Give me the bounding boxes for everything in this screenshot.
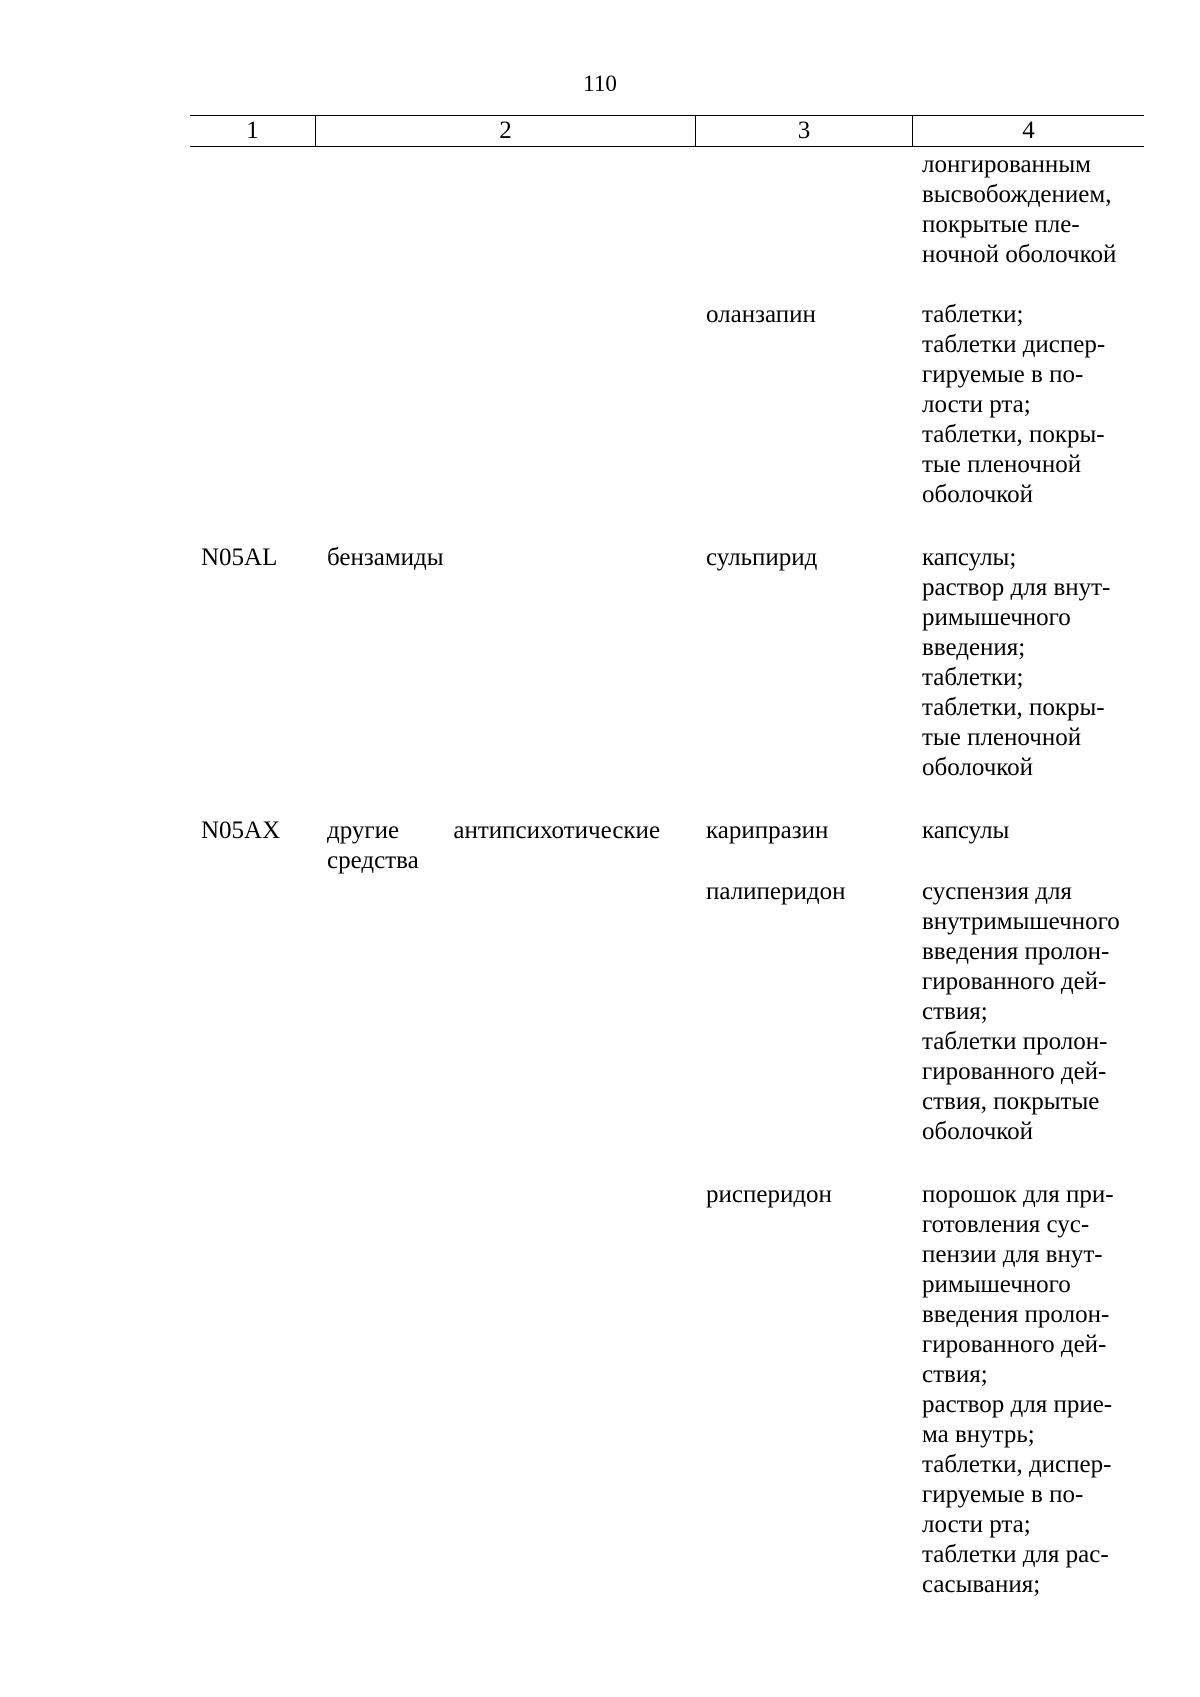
group-name-line: другие антипсихотические — [327, 817, 661, 844]
form-line: капсулы — [922, 817, 1010, 844]
form-line: суспензия для — [922, 878, 1072, 905]
form-line: высвобождением, — [922, 181, 1112, 208]
form-line: ствия; — [922, 998, 988, 1025]
form-line: таблетки; — [922, 301, 1024, 328]
drug-name: рисперидон — [706, 1181, 832, 1208]
drug-name: сульпирид — [706, 544, 818, 571]
form-line: гируемые в по- — [922, 361, 1084, 388]
drug-name: оланзапин — [706, 301, 816, 328]
atc-code: N05AX — [201, 817, 281, 844]
form-line: римышечного — [922, 604, 1071, 631]
form-line: таблетки, диспер- — [922, 1451, 1112, 1478]
form-line: внутримышечного — [922, 908, 1120, 935]
form-line: оболочкой — [922, 754, 1034, 781]
table-row-3-forms — [922, 816, 1133, 846]
atc-code: N05AL — [201, 544, 278, 571]
form-line: капсулы; — [922, 544, 1017, 571]
form-line: ствия, покрытые — [922, 1088, 1100, 1115]
table-row-4-forms — [922, 877, 1133, 1147]
form-line: введения пролон- — [922, 938, 1110, 965]
header-col-2: 2 — [315, 116, 695, 146]
form-line: оболочкой — [922, 1118, 1034, 1145]
form-line: таблетки пролон- — [922, 1028, 1108, 1055]
header-col-4: 4 — [912, 116, 1144, 146]
page-number: 110 — [583, 71, 617, 96]
table-row-1-forms — [922, 300, 1133, 510]
table-row-2-forms — [922, 543, 1133, 783]
group-name-line: средства — [327, 847, 419, 874]
form-line: таблетки диспер- — [922, 331, 1106, 358]
header-col-1: 1 — [246, 117, 259, 144]
header-col-3: 3 — [695, 116, 912, 146]
form-line: таблетки для рас- — [922, 1541, 1109, 1568]
form-line: раствор для прие- — [922, 1391, 1113, 1418]
drug-name: палиперидон — [706, 878, 846, 905]
form-line: лости рта; — [922, 391, 1031, 418]
form-line: оболочкой — [922, 481, 1034, 508]
group-name: бензамиды — [327, 544, 444, 571]
drug-name: карипразин — [706, 817, 829, 844]
form-line: покрытые пле- — [922, 211, 1080, 238]
form-line: ночной оболочкой — [922, 241, 1117, 268]
form-line: пензии для внут- — [922, 1241, 1103, 1268]
form-line: лости рта; — [922, 1511, 1031, 1538]
group-name — [327, 816, 687, 876]
table-row-5-forms — [922, 1180, 1133, 1600]
form-line: таблетки, покры- — [922, 421, 1105, 448]
form-line: раствор для внут- — [922, 574, 1111, 601]
table-header — [190, 115, 1144, 147]
form-line: гированного дей- — [922, 1058, 1107, 1085]
form-line: таблетки; — [922, 664, 1024, 691]
form-line: гированного дей- — [922, 968, 1107, 995]
form-line: тые пленочной — [922, 724, 1082, 751]
form-line: лонгированным — [922, 151, 1091, 178]
form-line: введения пролон- — [922, 1301, 1110, 1328]
form-line: таблетки, покры- — [922, 694, 1105, 721]
form-line: римышечного — [922, 1271, 1071, 1298]
form-line: тые пленочной — [922, 451, 1082, 478]
form-line: гированного дей- — [922, 1331, 1107, 1358]
form-line: сасывания; — [922, 1571, 1041, 1598]
form-line: ствия; — [922, 1361, 988, 1388]
form-line: готовления сус- — [922, 1211, 1090, 1238]
form-line: введения; — [922, 634, 1026, 661]
table-row-0-forms — [922, 150, 1133, 270]
form-line: порошок для при- — [922, 1181, 1114, 1208]
form-line: ма внутрь; — [922, 1421, 1035, 1448]
form-line: гируемые в по- — [922, 1481, 1084, 1508]
